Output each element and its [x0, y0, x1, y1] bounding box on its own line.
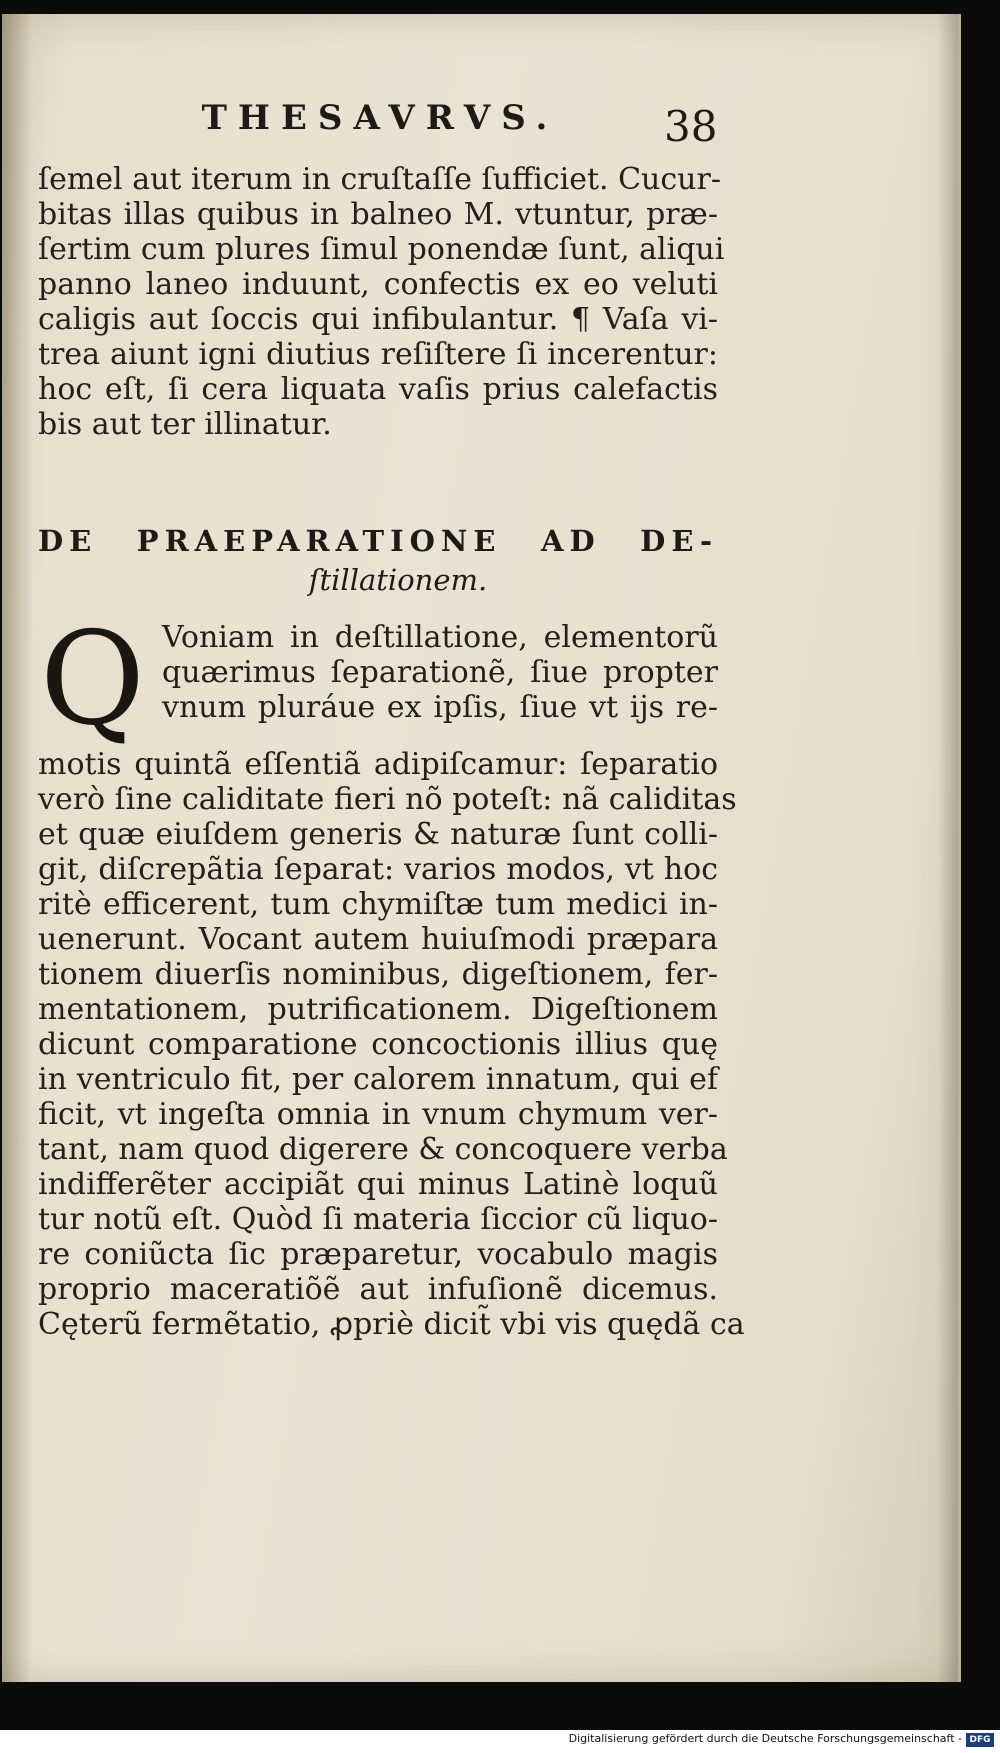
text-line: quærimus ſeparationẽ, ſiue propter: [162, 655, 718, 690]
text-line: motis quintã eſſentiã adipiſcamur: ſeparatio: [38, 747, 718, 782]
text-block-intro: [38, 162, 725, 442]
page-gutter-shadow: [2, 14, 32, 1682]
text-line: hoc eſt, ſi cera liquata vaſis prius calefactis: [38, 372, 718, 407]
text-line: tionem diuerſis nominibus, digeſtionem, fer-: [38, 957, 718, 992]
section-heading-title: DE PRAEPARATIONE AD DE-: [38, 524, 718, 558]
dfg-logo: DFG: [966, 1733, 994, 1747]
text-line: vnum pluráue ex ipſis, ſiue vt ijs re-: [162, 690, 718, 725]
page-edge-shadow: [938, 14, 958, 1682]
page-number: 38: [664, 102, 718, 151]
section-heading: [38, 522, 718, 600]
text-line: panno laneo induunt, confectis ex eo veluti: [38, 267, 718, 302]
text-line: bis aut ter illinatur.: [38, 407, 332, 442]
text-line: dicunt comparatione concoctionis illius quę: [38, 1027, 718, 1062]
text-line: Cęterũ fermẽtatio, ꝓpriè dicit̃ vbi vis quędã ca: [38, 1307, 745, 1342]
drop-capital: Q: [40, 605, 145, 754]
text-line: caligis aut ſoccis qui infibulantur. ¶ Vaſa vi-: [38, 302, 718, 337]
running-head: THESAVRVS.: [201, 98, 559, 138]
text-line: ficit, vt ingeſta omnia in vnum chymum ver-: [38, 1097, 718, 1132]
text-line: re coniũcta ſic præparetur, vocabulo magis: [38, 1237, 718, 1272]
text-line: trea aiunt igni diutius reſiſtere ſi incerentur:: [38, 337, 718, 372]
text-block-main: [38, 747, 745, 1342]
text-line: ſertim cum plures ſimul ponendæ ſunt, aliqui: [38, 232, 725, 267]
text-line: Voniam in deſtillatione, elementorũ: [162, 620, 718, 655]
text-line: indifferẽter accipiãt qui minus Latinè loquũ: [38, 1167, 718, 1202]
text-line: mentationem, putrificationem. Digeſtionem: [38, 992, 718, 1027]
text-block-dropcap-lines: [162, 620, 718, 725]
funding-credit: Digitalisierung gefördert durch die Deutsche Forschungsgemeinschaft -: [568, 1732, 962, 1745]
text-line: tur notũ eſt. Quòd ſi materia ſiccior cũ liquo-: [38, 1202, 718, 1237]
section-heading-continuation: ſtillationem.: [308, 563, 488, 597]
text-line: git, diſcrepãtia ſeparat: varios modos, vt hoc: [38, 852, 718, 887]
text-line: ritè efficerent, tum chymiſtæ tum medici in-: [38, 887, 718, 922]
text-line: uenerunt. Vocant autem huiuſmodi præpara: [38, 922, 718, 957]
text-line: in ventriculo fit, per calorem innatum, qui ef: [38, 1062, 718, 1097]
text-line: verò ſine caliditate fieri nõ poteſt: nã caliditas: [38, 782, 737, 817]
text-line: ſemel aut iterum in cruſtaſſe ſufficiet. Cucur-: [38, 162, 721, 197]
text-line: proprio maceratiõẽ aut infuſionẽ dicemus.: [38, 1272, 718, 1307]
text-line: tant, nam quod digerere & concoquere verba: [38, 1132, 728, 1167]
text-line: et quæ eiuſdem generis & naturæ ſunt colli-: [38, 817, 718, 852]
text-line: bitas illas quibus in balneo M. vtuntur, præ-: [38, 197, 718, 232]
